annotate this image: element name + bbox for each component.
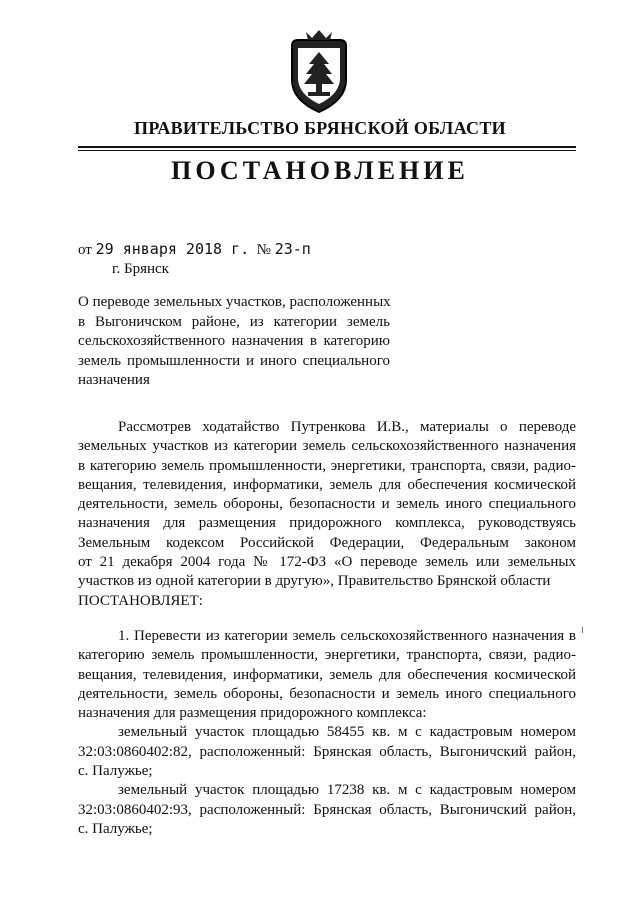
body-line: деятельности, земель обороны, безопасности и земель иного специального [78, 685, 576, 702]
body-line: деятельности, земель обороны, безопасности и земель иного специального [78, 496, 576, 513]
document-type-title: ПОСТАНОВЛЕНИЕ [171, 156, 469, 185]
coat-of-arms-emblem [282, 28, 356, 116]
city: г. Брянск [112, 261, 169, 277]
date-line [78, 240, 311, 259]
body-line: 1. Перевести из категории земель сельскохозяйственного назначения в [118, 627, 576, 644]
body-line: в категорию земель промышленности, энергетики, транспорта, связи, радио- [78, 457, 576, 474]
body-line: вещания, телевидения, информатики, земель для обеспечения космической [78, 476, 576, 493]
body-line: земельный участок площадью 58455 кв. м с кадастровым номером [118, 724, 576, 741]
body-line: участков из одной категории в другую», Правительство Брянской области [78, 573, 551, 590]
handwritten-date: 29 января 2018 г. [95, 240, 250, 258]
subject-line: в Выгоничском районе, из категории земель [78, 313, 390, 330]
body-line: Рассмотрев ходатайство Путренкова И.В., материалы о переводе [118, 419, 576, 435]
body-line: Земельным кодексом Российской Федерации, Федеральным законом [78, 534, 576, 551]
subject-line: сельскохозяйственного назначения в категорию [78, 333, 390, 349]
land-plot-1-paragraph [78, 723, 576, 781]
scan-mark [582, 627, 583, 633]
date-prefix: от [78, 242, 92, 258]
body-line: с. Палужье; [78, 820, 153, 837]
handwritten-number: 23-п [274, 240, 311, 258]
body-line: назначения для размещения придорожного комплекса, руководствуясь [78, 515, 576, 532]
body-line: назначения для размещения придорожного комплекса: [78, 705, 427, 722]
body-line: с. Палужье; [78, 763, 153, 780]
body-line: 32:03:0860402:82, расположенный: Брянская область, Выгоничский район, [78, 743, 576, 760]
subject-line: О переводе земельных участков, расположенных [78, 294, 391, 310]
subject-line: земель промышленности и иного специального [78, 352, 390, 369]
resolves-keyword: ПОСТАНОВЛЯЕТ: [78, 592, 203, 609]
body-line: категорию земель промышленности, энергетики, транспорта, связи, радио- [78, 647, 576, 664]
body-line: от 21 декабря 2004 года № 172-ФЗ «О переводе земель или земельных [78, 554, 576, 571]
number-sign: № [256, 242, 271, 258]
body-line: вещания, телевидения, информатики, земель для обеспечения космической [78, 666, 576, 683]
body-line: земельных участков из категории земель сельскохозяйственного назначения [78, 438, 576, 455]
preamble-paragraph [78, 418, 576, 611]
document-body [78, 418, 576, 839]
organization-title: ПРАВИТЕЛЬСТВО БРЯНСКОЙ ОБЛАСТИ [134, 118, 506, 138]
body-line: 32:03:0860402:93, расположенный: Брянская область, Выгоничский район, [78, 801, 576, 818]
header-divider-thin [78, 150, 576, 151]
document-subject [78, 293, 390, 391]
header-divider-thick [78, 146, 576, 148]
land-plot-2-paragraph [78, 781, 576, 839]
item-1-paragraph [78, 627, 576, 723]
body-line: земельный участок площадью 17238 кв. м с кадастровым номером [118, 782, 576, 799]
subject-line: назначения [78, 372, 150, 388]
